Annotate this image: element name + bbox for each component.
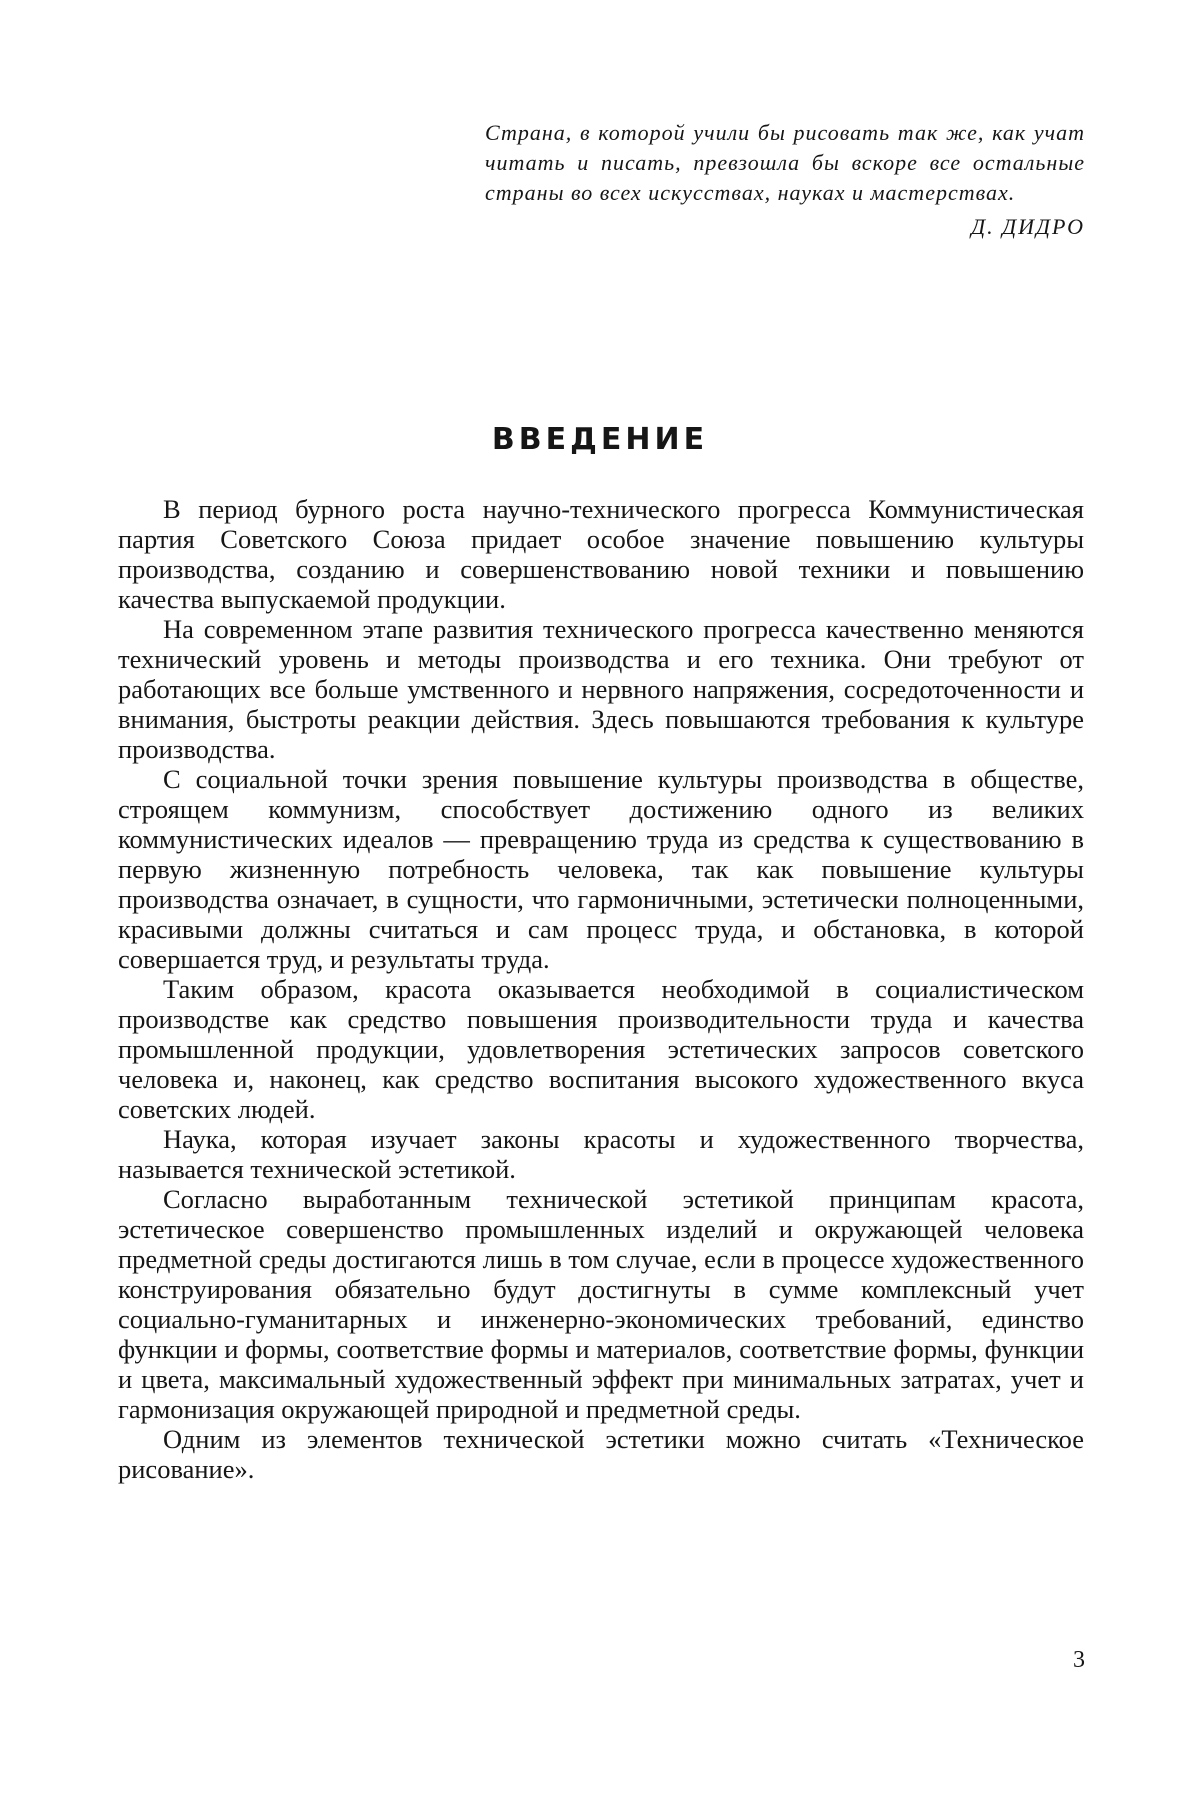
paragraph: Наука, которая изучает законы красоты и художественного творчества, называется технической эстетикой. (118, 1124, 1084, 1184)
body-text (118, 494, 1084, 1484)
book-page (0, 0, 1200, 1800)
epigraph-author: Д. ДИДРО (485, 212, 1085, 242)
paragraph: Одним из элементов технической эстетики можно считать «Техническое рисование». (118, 1424, 1084, 1484)
paragraph: На современном этапе развития технического прогресса качественно меняются технический уровень и методы производства и его техника. Они требуют от работающих все больше умственного и нервного напряжения, сосредоточенности и внимания, быстроты реакции действия. Здесь повышаются требования к культуре производства. (118, 614, 1084, 764)
paragraph: Таким образом, красота оказывается необходимой в социалистическом производстве как средство повышения производительности труда и качества промышленной продукции, удовлетворения эстетических запросов советского человека и, наконец, как средство воспитания высокого художественного вкуса советских людей. (118, 974, 1084, 1124)
page-number: 3 (1055, 1647, 1085, 1674)
paragraph: Согласно выработанным технической эстетикой принципам красота, эстетическое совершенство промышленных изделий и окружающей человека предметной среды достигаются лишь в том случае, если в процессе художественного конструирования обязательно будут достигнуты в сумме комплексный учет социально-гуманитарных и инженерно-экономических требований, единство функции и формы, соответствие формы и материалов, соответствие формы, функции и цвета, максимальный художественный эффект при минимальных затратах, учет и гармонизация окружающей природной и предметной среды. (118, 1184, 1084, 1424)
epigraph (485, 118, 1085, 242)
paragraph: В период бурного роста научно-технического прогресса Коммунистическая партия Советского Союза придает особое значение повышению культуры производства, созданию и совершенствованию новой техники и повышению качества выпускаемой продукции. (118, 494, 1084, 614)
paragraph: С социальной точки зрения повышение культуры производства в обществе, строящем коммунизм, способствует достижению одного из великих коммунистических идеалов — превращению труда из средства к существованию в первую жизненную потребность человека, так как повышение культуры производства означает, в сущности, что гармоничными, эстетически полноценными, красивыми должны считаться и сам процесс труда, и обстановка, в которой совершается труд, и результаты труда. (118, 764, 1084, 974)
epigraph-text: Страна, в которой учили бы рисовать так же, как учат читать и писать, превзошла бы вскоре все остальные страны во всех искусствах, науках и мастерствах. (485, 118, 1085, 208)
chapter-title: ВВЕДЕНИЕ (0, 422, 1200, 457)
